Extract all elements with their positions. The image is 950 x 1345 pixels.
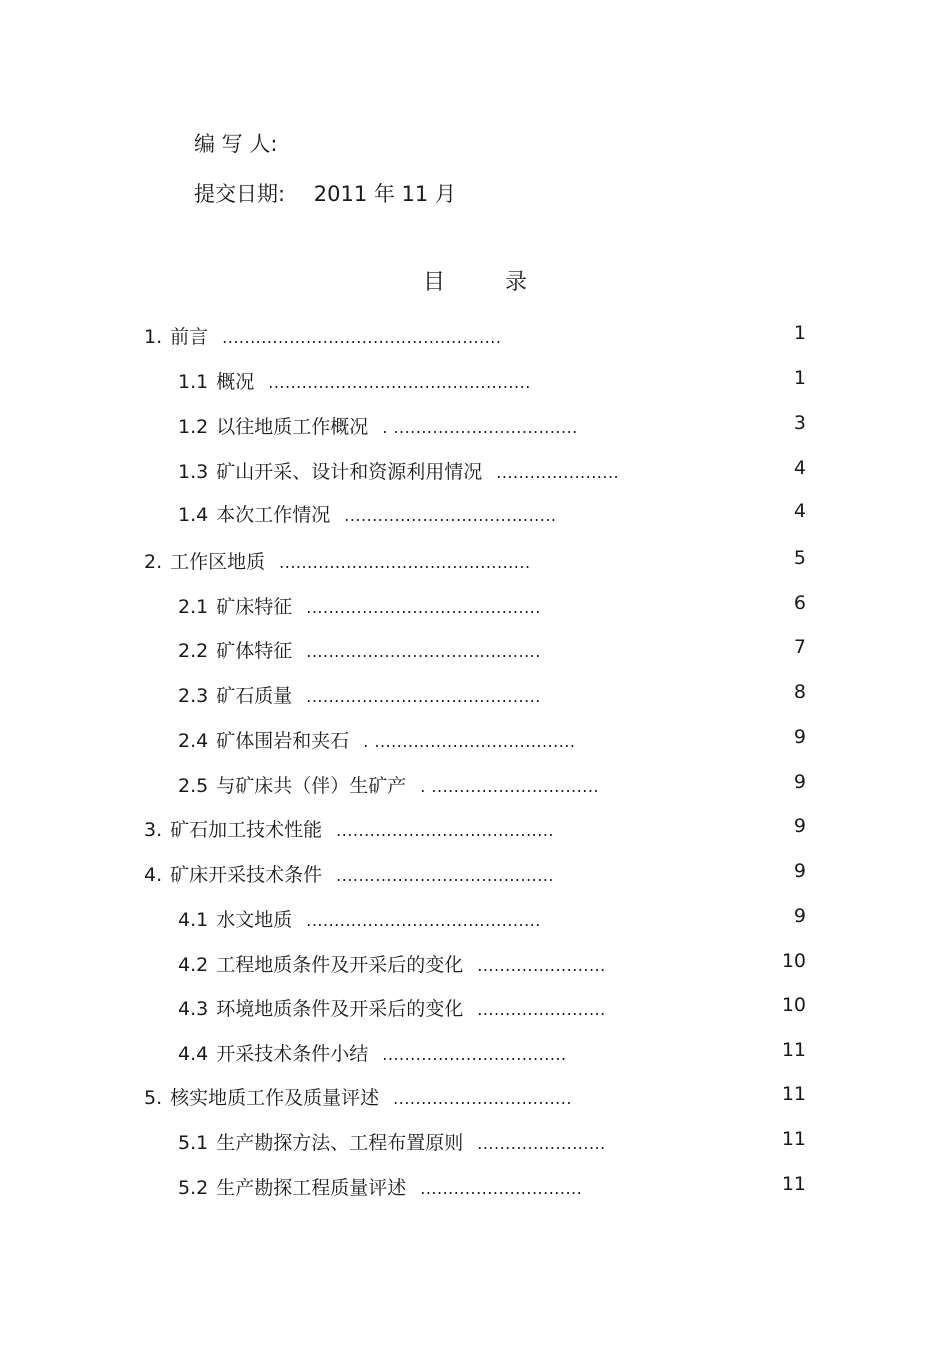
date-value: 2011 年 11 月 (313, 182, 456, 206)
toc-entry-heading (178, 1128, 606, 1155)
toc-entry-number: 3. (144, 819, 163, 841)
toc-entry-leader-dots: ................................ (393, 1089, 572, 1108)
toc-entry-page-number: 9 (793, 905, 806, 927)
toc-entry[interactable] (0, 592, 950, 622)
toc-entry[interactable] (0, 500, 950, 530)
toc-entry-page-number: 8 (793, 681, 806, 703)
toc-entry-heading (178, 771, 599, 798)
toc-entry[interactable] (0, 905, 950, 935)
toc-entry-page-number: 3 (793, 412, 806, 434)
toc-entry-number: 4.3 (178, 998, 209, 1020)
toc-entry-page-number: 10 (781, 950, 806, 972)
toc-entry-title: 矿石质量 (216, 685, 293, 707)
toc-entry-title: 核实地质工作及质量评述 (170, 1087, 380, 1109)
toc-entry-page-number: 9 (793, 771, 806, 793)
toc-entry-page-number: 11 (781, 1039, 806, 1061)
toc-entry-leader-dots: .......................................... (306, 911, 541, 930)
toc-entry-title: 矿体围岩和夹石 (216, 730, 350, 752)
toc-entry-number: 5.1 (178, 1132, 209, 1154)
toc-entry-page-number: 6 (793, 592, 806, 614)
toc-entry-number: 2.1 (178, 596, 209, 618)
toc-entry-leader-dots: ....................................... (336, 821, 555, 840)
toc-entry[interactable] (0, 1128, 950, 1158)
toc-entry-title: 环境地质条件及开采后的变化 (216, 998, 464, 1020)
toc-entry-number: 2. (144, 551, 163, 573)
toc-entry[interactable] (0, 771, 950, 801)
toc-entry[interactable] (0, 860, 950, 890)
toc-entry-heading (144, 1083, 572, 1110)
toc-entry-page-number: 9 (793, 815, 806, 837)
toc-entry[interactable] (0, 1083, 950, 1113)
toc-entry[interactable] (0, 457, 950, 487)
toc-entry-heading (178, 500, 557, 527)
toc-entry-heading (178, 950, 606, 977)
toc-entry-page-number: 1 (793, 322, 806, 344)
toc-entry-page-number: 1 (793, 367, 806, 389)
toc-entry-number: 1. (144, 326, 163, 348)
toc-entry-heading (178, 1173, 582, 1200)
toc-entry[interactable] (0, 636, 950, 666)
author-line (194, 128, 306, 158)
toc-entry[interactable] (0, 547, 950, 577)
toc-entry-title: 前言 (170, 326, 209, 348)
toc-entry-number: 4.2 (178, 954, 209, 976)
date-label: 提交日期: (194, 182, 286, 206)
toc-entry-page-number: 11 (781, 1083, 806, 1105)
toc-entry-title: 与矿床共（伴）生矿产 (216, 775, 407, 797)
toc-entry-heading (144, 322, 501, 349)
toc-entry[interactable] (0, 994, 950, 1024)
toc-entry-leader-dots: ............................................. (279, 553, 531, 572)
toc-entry-number: 2.5 (178, 775, 209, 797)
toc-entry-page-number: 7 (793, 636, 806, 658)
toc-entry-leader-dots: ............................. (420, 1179, 583, 1198)
toc-entry-number: 5. (144, 1087, 163, 1109)
toc-entry-heading (178, 681, 541, 708)
toc-entry[interactable] (0, 412, 950, 442)
toc-entry-page-number: 9 (793, 860, 806, 882)
toc-entry-title: 概况 (216, 371, 255, 393)
date-line (194, 178, 456, 208)
author-label: 编 写 人: (194, 132, 278, 156)
toc-entry-number: 2.2 (178, 640, 209, 662)
toc-entry-title: 矿体特征 (216, 640, 293, 662)
toc-entry-leader-dots: . .................................... (363, 732, 576, 751)
toc-entry-page-number: 9 (793, 726, 806, 748)
toc-entry-title: 开采技术条件小结 (216, 1043, 369, 1065)
toc-entry-number: 5.2 (178, 1177, 209, 1199)
toc-entry-heading (178, 457, 619, 484)
toc-entry-leader-dots: ............................................... (268, 373, 531, 392)
toc-entry[interactable] (0, 367, 950, 397)
toc-entry-heading (144, 815, 554, 842)
toc-entry[interactable] (0, 950, 950, 980)
toc-entry-title: 生产勘探工程质量评述 (216, 1177, 407, 1199)
toc-entry-number: 2.4 (178, 730, 209, 752)
toc-entry-page-number: 5 (793, 547, 806, 569)
toc-entry-number: 4. (144, 864, 163, 886)
toc-entry-leader-dots: ....................................... (336, 866, 555, 885)
toc-entry-leader-dots: ....................... (477, 1000, 606, 1019)
toc-entry-heading (178, 636, 541, 663)
toc-entry[interactable] (0, 322, 950, 352)
toc-entry-heading (144, 860, 554, 887)
toc-entry-number: 2.3 (178, 685, 209, 707)
toc-entry-leader-dots: ...................... (496, 463, 620, 482)
toc-entry-number: 4.1 (178, 909, 209, 931)
toc-entry[interactable] (0, 1039, 950, 1069)
toc-entry[interactable] (0, 681, 950, 711)
toc-entry-heading (178, 592, 541, 619)
toc-entry-page-number: 11 (781, 1128, 806, 1150)
toc-entry-number: 1.1 (178, 371, 209, 393)
toc-entry-leader-dots: ...................................... (344, 506, 557, 525)
toc-entry-heading (178, 905, 541, 932)
toc-entry[interactable] (0, 815, 950, 845)
toc-entry[interactable] (0, 726, 950, 756)
toc-entry-page-number: 10 (781, 994, 806, 1016)
toc-entry-number: 1.3 (178, 461, 209, 483)
toc-entry-leader-dots: .......................................... (306, 687, 541, 706)
toc-entry-title: 本次工作情况 (216, 504, 331, 526)
toc-entry-title: 矿床开采技术条件 (170, 864, 323, 886)
toc-entry-number: 1.2 (178, 416, 209, 438)
toc-entry-title: 矿床特征 (216, 596, 293, 618)
toc-entry-title: 以往地质工作概况 (216, 416, 369, 438)
toc-entry-number: 4.4 (178, 1043, 209, 1065)
toc-entry-page-number: 11 (781, 1173, 806, 1195)
toc-entry[interactable] (0, 1173, 950, 1203)
toc-title: 目录 (422, 270, 587, 295)
toc-entry-title: 矿山开采、设计和资源利用情况 (216, 461, 483, 483)
toc-entry-title: 生产勘探方法、工程布置原则 (216, 1132, 464, 1154)
toc-entry-leader-dots: ................................. (382, 1045, 567, 1064)
toc-entry-leader-dots: ....................... (477, 1134, 606, 1153)
toc-entry-leader-dots: .................................................. (222, 328, 502, 347)
toc-entry-leader-dots: .......................................... (306, 642, 541, 661)
toc-entry-page-number: 4 (793, 500, 806, 522)
toc-entry-heading (178, 994, 606, 1021)
toc-entry-title: 矿石加工技术性能 (170, 819, 323, 841)
toc-entry-title: 工作区地质 (170, 551, 266, 573)
toc-entry-title: 工程地质条件及开采后的变化 (216, 954, 464, 976)
toc-entry-heading (178, 726, 576, 753)
toc-entry-page-number: 4 (793, 457, 806, 479)
toc-entry-heading (178, 412, 578, 439)
toc-entry-heading (178, 367, 531, 394)
toc-entry-leader-dots: . ................................. (382, 418, 578, 437)
toc-entry-heading (178, 1039, 567, 1066)
toc-entry-leader-dots: ....................... (477, 956, 606, 975)
toc-entry-leader-dots: . .............................. (420, 777, 599, 796)
toc-entry-title: 水文地质 (216, 909, 293, 931)
toc-entry-heading (144, 547, 531, 574)
toc-entry-number: 1.4 (178, 504, 209, 526)
toc-entry-leader-dots: .......................................... (306, 598, 541, 617)
